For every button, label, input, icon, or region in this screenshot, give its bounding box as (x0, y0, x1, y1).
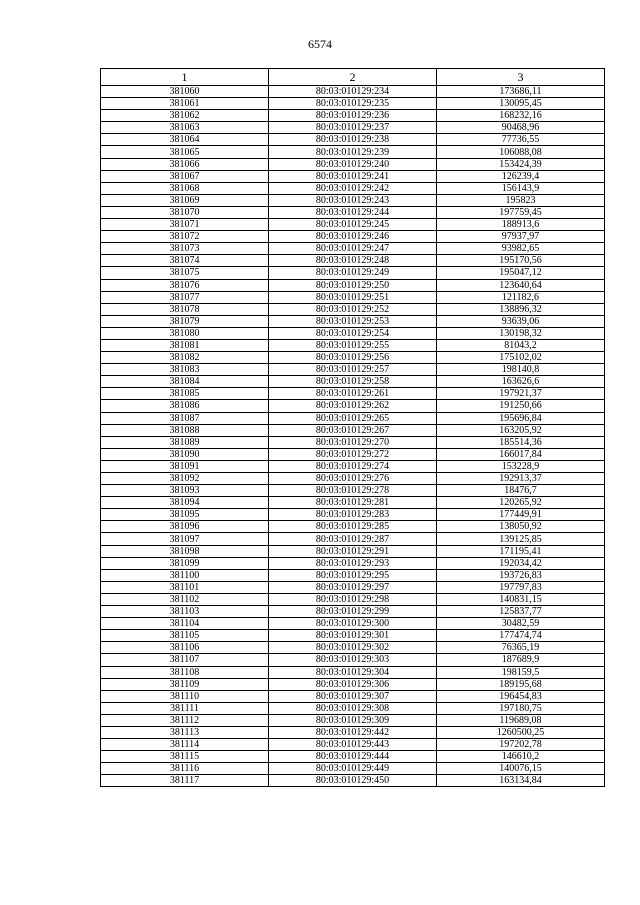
table-row (101, 690, 605, 702)
table-row (101, 352, 605, 364)
table-cell: 187689,9 (437, 654, 605, 666)
table-cell: 80:03:010129:247 (269, 243, 437, 255)
table-cell: 80:03:010129:278 (269, 485, 437, 497)
table-row (101, 581, 605, 593)
table-cell: 381060 (101, 86, 269, 98)
table-cell: 80:03:010129:308 (269, 702, 437, 714)
table-cell: 80:03:010129:298 (269, 593, 437, 605)
table-cell: 195170,56 (437, 255, 605, 267)
table-row (101, 279, 605, 291)
table-row (101, 678, 605, 690)
table-cell: 80:03:010129:302 (269, 642, 437, 654)
table-cell: 146610,2 (437, 751, 605, 763)
table-cell: 153424,39 (437, 158, 605, 170)
table-cell: 80:03:010129:444 (269, 751, 437, 763)
table-cell: 171195,41 (437, 545, 605, 557)
table-cell: 80:03:010129:237 (269, 122, 437, 134)
table-cell: 80:03:010129:267 (269, 424, 437, 436)
table-row (101, 243, 605, 255)
table-cell: 381086 (101, 400, 269, 412)
table-cell: 168232,16 (437, 110, 605, 122)
table-row (101, 714, 605, 726)
table-row (101, 509, 605, 521)
table-cell: 381104 (101, 618, 269, 630)
table-cell: 381071 (101, 219, 269, 231)
table-cell: 80:03:010129:274 (269, 460, 437, 472)
table-cell: 80:03:010129:304 (269, 666, 437, 678)
table-cell: 381074 (101, 255, 269, 267)
table-cell: 196454,83 (437, 690, 605, 702)
table-cell: 381115 (101, 751, 269, 763)
table-row (101, 654, 605, 666)
table-cell: 77736,55 (437, 134, 605, 146)
table-cell: 130198,32 (437, 327, 605, 339)
table-cell: 80:03:010129:258 (269, 376, 437, 388)
table-row (101, 424, 605, 436)
table-cell: 80:03:010129:443 (269, 739, 437, 751)
table-row (101, 642, 605, 654)
table-cell: 381068 (101, 182, 269, 194)
table-cell: 80:03:010129:245 (269, 219, 437, 231)
table-cell: 80:03:010129:281 (269, 497, 437, 509)
table-cell: 193726,83 (437, 569, 605, 581)
table-row (101, 327, 605, 339)
table-row (101, 557, 605, 569)
table-cell: 80:03:010129:244 (269, 206, 437, 218)
table-cell: 166017,84 (437, 448, 605, 460)
table-cell: 106088,08 (437, 146, 605, 158)
table-cell: 381067 (101, 170, 269, 182)
table-row (101, 618, 605, 630)
table-cell: 126239,4 (437, 170, 605, 182)
table-cell: 198140,8 (437, 364, 605, 376)
table-row (101, 255, 605, 267)
table-cell: 97937,97 (437, 231, 605, 243)
table-row (101, 497, 605, 509)
table-cell: 80:03:010129:236 (269, 110, 437, 122)
table-row (101, 194, 605, 206)
table-cell: 381088 (101, 424, 269, 436)
table-cell: 81043,2 (437, 339, 605, 351)
column-header: 2 (269, 69, 437, 86)
table-cell: 197797,83 (437, 581, 605, 593)
table-row (101, 146, 605, 158)
table-row (101, 763, 605, 775)
table-cell: 80:03:010129:248 (269, 255, 437, 267)
table-header-row (101, 69, 605, 86)
table-cell: 173686,11 (437, 86, 605, 98)
table-row (101, 593, 605, 605)
table-cell: 80:03:010129:449 (269, 763, 437, 775)
table-cell: 80:03:010129:256 (269, 352, 437, 364)
table-row (101, 122, 605, 134)
table-row (101, 521, 605, 533)
table-cell: 80:03:010129:291 (269, 545, 437, 557)
table-cell: 80:03:010129:303 (269, 654, 437, 666)
table-cell: 140831,15 (437, 593, 605, 605)
table-cell: 163626,6 (437, 376, 605, 388)
table-cell: 80:03:010129:255 (269, 339, 437, 351)
table-cell: 381101 (101, 581, 269, 593)
table-cell: 76365,19 (437, 642, 605, 654)
table-row (101, 134, 605, 146)
table-row (101, 666, 605, 678)
table-cell: 80:03:010129:276 (269, 473, 437, 485)
table-cell: 381117 (101, 775, 269, 787)
table-row (101, 206, 605, 218)
table-cell: 381103 (101, 606, 269, 618)
table-row (101, 303, 605, 315)
table-cell: 381094 (101, 497, 269, 509)
table-cell: 163134,84 (437, 775, 605, 787)
table-row (101, 412, 605, 424)
table-cell: 80:03:010129:246 (269, 231, 437, 243)
table-row (101, 182, 605, 194)
table-row (101, 110, 605, 122)
table-cell: 381072 (101, 231, 269, 243)
table-cell: 197180,75 (437, 702, 605, 714)
table-cell: 93639,06 (437, 315, 605, 327)
column-header: 3 (437, 69, 605, 86)
table-row (101, 448, 605, 460)
table-cell: 195696,84 (437, 412, 605, 424)
table-cell: 381099 (101, 557, 269, 569)
table-cell: 381070 (101, 206, 269, 218)
table-cell: 381090 (101, 448, 269, 460)
table-cell: 381064 (101, 134, 269, 146)
table-cell: 381081 (101, 339, 269, 351)
table-row (101, 726, 605, 738)
table-cell: 80:03:010129:254 (269, 327, 437, 339)
table-cell: 80:03:010129:299 (269, 606, 437, 618)
table-row (101, 231, 605, 243)
table-cell: 195823 (437, 194, 605, 206)
table-cell: 140076,15 (437, 763, 605, 775)
table-cell: 381100 (101, 569, 269, 581)
table-row (101, 170, 605, 182)
table-cell: 177474,74 (437, 630, 605, 642)
table-cell: 80:03:010129:295 (269, 569, 437, 581)
table-cell: 80:03:010129:252 (269, 303, 437, 315)
table-cell: 381092 (101, 473, 269, 485)
table-row (101, 569, 605, 581)
table-row (101, 376, 605, 388)
table-cell: 80:03:010129:306 (269, 678, 437, 690)
table-cell: 192913,37 (437, 473, 605, 485)
table-cell: 93982,65 (437, 243, 605, 255)
table-cell: 80:03:010129:270 (269, 436, 437, 448)
table-cell: 80:03:010129:309 (269, 714, 437, 726)
table-cell: 381091 (101, 460, 269, 472)
table-row (101, 751, 605, 763)
table-cell: 138896,32 (437, 303, 605, 315)
table-cell: 80:03:010129:307 (269, 690, 437, 702)
table-cell: 381061 (101, 98, 269, 110)
table-cell: 80:03:010129:238 (269, 134, 437, 146)
table-row (101, 775, 605, 787)
table-cell: 121182,6 (437, 291, 605, 303)
table-cell: 191250,66 (437, 400, 605, 412)
table-cell: 381109 (101, 678, 269, 690)
table-cell: 381073 (101, 243, 269, 255)
table-cell: 80:03:010129:257 (269, 364, 437, 376)
table-cell: 381114 (101, 739, 269, 751)
table-row (101, 158, 605, 170)
table-cell: 381083 (101, 364, 269, 376)
table-cell: 381095 (101, 509, 269, 521)
table-cell: 80:03:010129:261 (269, 388, 437, 400)
table-cell: 381116 (101, 763, 269, 775)
table-cell: 80:03:010129:283 (269, 509, 437, 521)
table-cell: 80:03:010129:285 (269, 521, 437, 533)
table-cell: 185514,36 (437, 436, 605, 448)
table-cell: 80:03:010129:262 (269, 400, 437, 412)
table-row (101, 485, 605, 497)
table-row (101, 219, 605, 231)
table-cell: 130095,45 (437, 98, 605, 110)
table-cell: 381102 (101, 593, 269, 605)
table-cell: 381106 (101, 642, 269, 654)
table-cell: 80:03:010129:293 (269, 557, 437, 569)
table-cell: 18476,7 (437, 485, 605, 497)
table-cell: 80:03:010129:301 (269, 630, 437, 642)
table-row (101, 291, 605, 303)
table-cell: 381098 (101, 545, 269, 557)
table-cell: 381069 (101, 194, 269, 206)
table-row (101, 702, 605, 714)
table-cell: 80:03:010129:243 (269, 194, 437, 206)
page-number: 6574 (308, 37, 332, 51)
table-cell: 153228,9 (437, 460, 605, 472)
table-cell: 381107 (101, 654, 269, 666)
table-cell: 80:03:010129:242 (269, 182, 437, 194)
table-cell: 177449,91 (437, 509, 605, 521)
table-cell: 80:03:010129:250 (269, 279, 437, 291)
table-cell: 189195,68 (437, 678, 605, 690)
table-cell: 80:03:010129:300 (269, 618, 437, 630)
table-row (101, 315, 605, 327)
table-cell: 80:03:010129:241 (269, 170, 437, 182)
table-cell: 381079 (101, 315, 269, 327)
table-cell: 381082 (101, 352, 269, 364)
table-row (101, 267, 605, 279)
table-cell: 156143,9 (437, 182, 605, 194)
table-cell: 381077 (101, 291, 269, 303)
table-row (101, 86, 605, 98)
table-cell: 80:03:010129:235 (269, 98, 437, 110)
table-row (101, 339, 605, 351)
table-cell: 192034,42 (437, 557, 605, 569)
table-cell: 80:03:010129:253 (269, 315, 437, 327)
table-row (101, 436, 605, 448)
table-cell: 381063 (101, 122, 269, 134)
data-table (100, 68, 605, 787)
table-cell: 381085 (101, 388, 269, 400)
table-cell: 123640,64 (437, 279, 605, 291)
table-cell: 197202,78 (437, 739, 605, 751)
table-cell: 381078 (101, 303, 269, 315)
table-row (101, 739, 605, 751)
table-row (101, 630, 605, 642)
table-cell: 381084 (101, 376, 269, 388)
table-cell: 80:03:010129:287 (269, 533, 437, 545)
table-cell: 125837,77 (437, 606, 605, 618)
table-row (101, 400, 605, 412)
table-cell: 119689,08 (437, 714, 605, 726)
table-row (101, 606, 605, 618)
table-body (101, 86, 605, 787)
table-cell: 197921,37 (437, 388, 605, 400)
table-row (101, 545, 605, 557)
table-cell: 198159,5 (437, 666, 605, 678)
table-cell: 381113 (101, 726, 269, 738)
table-cell: 381089 (101, 436, 269, 448)
table-cell: 381076 (101, 279, 269, 291)
table-cell: 80:03:010129:240 (269, 158, 437, 170)
table-cell: 381065 (101, 146, 269, 158)
table-cell: 120265,92 (437, 497, 605, 509)
table-cell: 139125,85 (437, 533, 605, 545)
table-row (101, 388, 605, 400)
table-row (101, 460, 605, 472)
table-cell: 80:03:010129:239 (269, 146, 437, 158)
table-cell: 80:03:010129:297 (269, 581, 437, 593)
table-cell: 30482,59 (437, 618, 605, 630)
table-cell: 80:03:010129:272 (269, 448, 437, 460)
table-cell: 381111 (101, 702, 269, 714)
table-cell: 1260500,25 (437, 726, 605, 738)
table-cell: 381097 (101, 533, 269, 545)
table-cell: 197759,45 (437, 206, 605, 218)
table-row (101, 533, 605, 545)
table-cell: 381096 (101, 521, 269, 533)
table-cell: 163205,92 (437, 424, 605, 436)
column-header: 1 (101, 69, 269, 86)
table-cell: 188913,6 (437, 219, 605, 231)
table-cell: 381066 (101, 158, 269, 170)
table-cell: 381093 (101, 485, 269, 497)
table-cell: 381087 (101, 412, 269, 424)
table-cell: 381112 (101, 714, 269, 726)
table-row (101, 98, 605, 110)
table-cell: 195047,12 (437, 267, 605, 279)
table-cell: 381108 (101, 666, 269, 678)
table-cell: 381105 (101, 630, 269, 642)
table-cell: 80:03:010129:442 (269, 726, 437, 738)
table-cell: 80:03:010129:265 (269, 412, 437, 424)
table-cell: 381080 (101, 327, 269, 339)
table-cell: 80:03:010129:450 (269, 775, 437, 787)
table-cell: 381075 (101, 267, 269, 279)
table-row (101, 473, 605, 485)
table-cell: 80:03:010129:234 (269, 86, 437, 98)
table-cell: 381062 (101, 110, 269, 122)
table-row (101, 364, 605, 376)
table-cell: 80:03:010129:249 (269, 267, 437, 279)
table-cell: 381110 (101, 690, 269, 702)
table-cell: 175102,02 (437, 352, 605, 364)
table-cell: 138050,92 (437, 521, 605, 533)
table-cell: 90468,96 (437, 122, 605, 134)
table-cell: 80:03:010129:251 (269, 291, 437, 303)
